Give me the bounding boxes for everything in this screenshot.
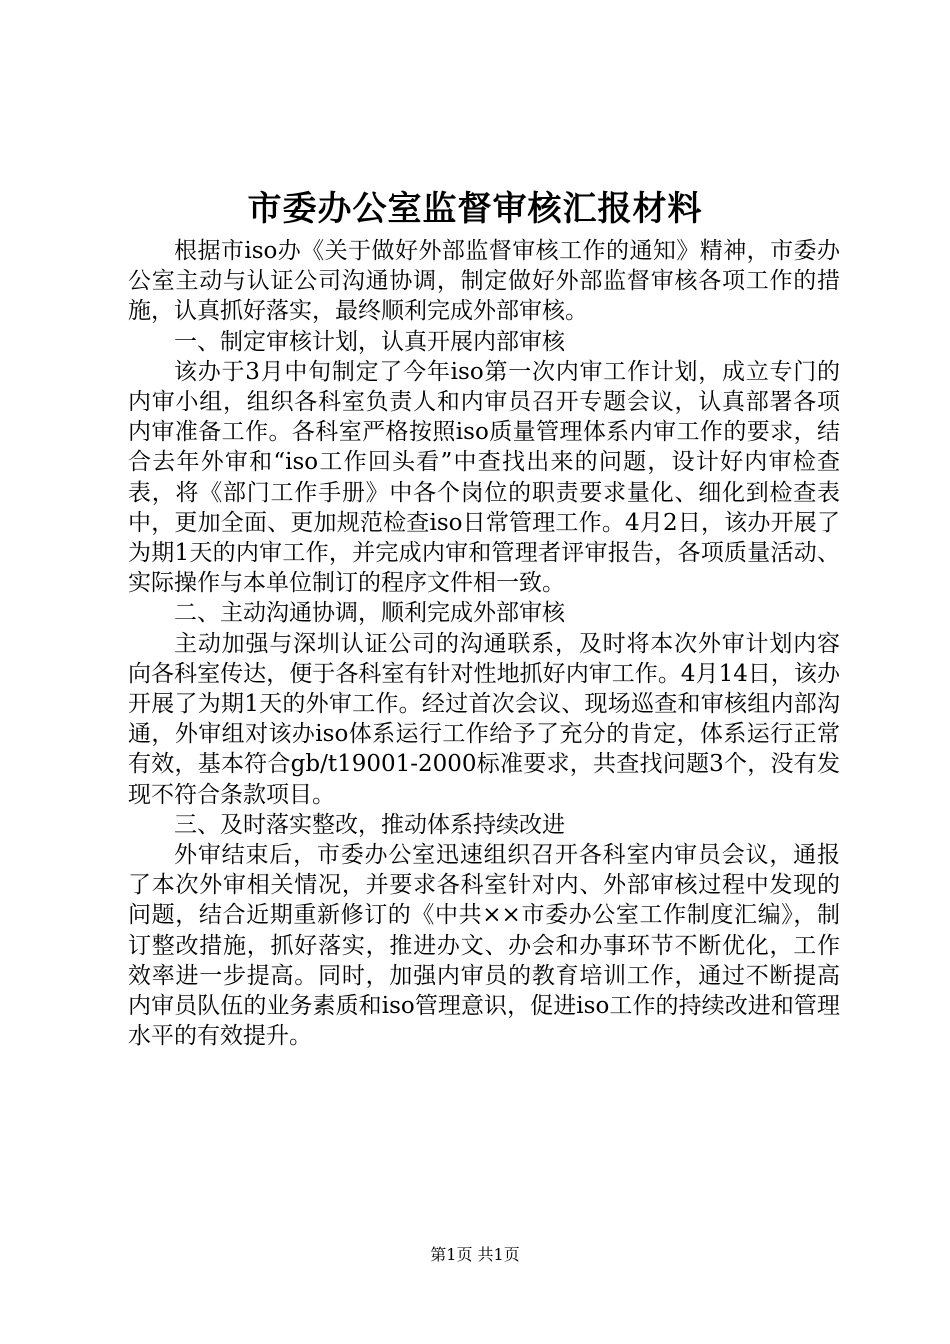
page-number-footer: 第1页 共1页 <box>430 1245 520 1264</box>
section-paragraph-2: 主动加强与深圳认证公司的沟通联系，及时将本次外审计划内容向各科室传达，便于各科室有针对性地抓好内审工作。4月14日，该办开展了为期1天的外审工作。经过首次会议、现场巡查和审核组内部沟通，外审组对该办iso体系运行工作给予了充分的肯定，体系运行正常有效，基本符合gb/t19001-2000标准要求，共查找问题3个，没有发现不符合条款项目。 <box>128 630 840 808</box>
document-title: 市委办公室监督审核汇报材料 <box>247 189 703 229</box>
intro-paragraph: 根据市iso办《关于做好外部监督审核工作的通知》精神，市委办公室主动与认证公司沟通协调，制定做好外部监督审核各项工作的措施，认真抓好落实，最终顺利完成外部审核。 <box>128 238 840 325</box>
section-paragraph-1: 该办于3月中旬制定了今年iso第一次内审工作计划，成立专门的内审小组，组织各科室负责人和内审员召开专题会议，认真部署各项内审准备工作。各科室严格按照iso质量管理体系内审工作的要求，结合去年外审和“iso工作回头看”中查找出来的问题，设计好内审检查表，将《部门工作手册》中各个岗位的职责要求量化、细化到检查表中，更加全面、更加规范检查iso日常管理工作。4月2日，该办开展了为期1天的内审工作，并完成内审和管理者评审报告，各项质量活动、实际操作与本单位制订的程序文件相一致。 <box>128 358 840 597</box>
section-heading-3: 三、及时落实整改，推动体系持续改进 <box>174 811 565 838</box>
section-heading-1: 一、制定审核计划，认真开展内部审核 <box>174 328 565 355</box>
section-paragraph-3: 外审结束后，市委办公室迅速组织召开各科室内审员会议，通报了本次外审相关情况，并要求各科室针对内、外部审核过程中发现的问题，结合近期重新修订的《中共××市委办公室工作制度汇编》，制订整改措施，抓好落实，推进办文、办会和办事环节不断优化，工作效率进一步提高。同时，加强内审员的教育培训工作，通过不断提高内审员队伍的业务素质和iso管理意识，促进iso工作的持续改进和管理水平的有效提升。 <box>128 842 840 1050</box>
document-body <box>128 236 840 1051</box>
section-heading-2: 二、主动沟通协调，顺利完成外部审核 <box>174 600 565 627</box>
